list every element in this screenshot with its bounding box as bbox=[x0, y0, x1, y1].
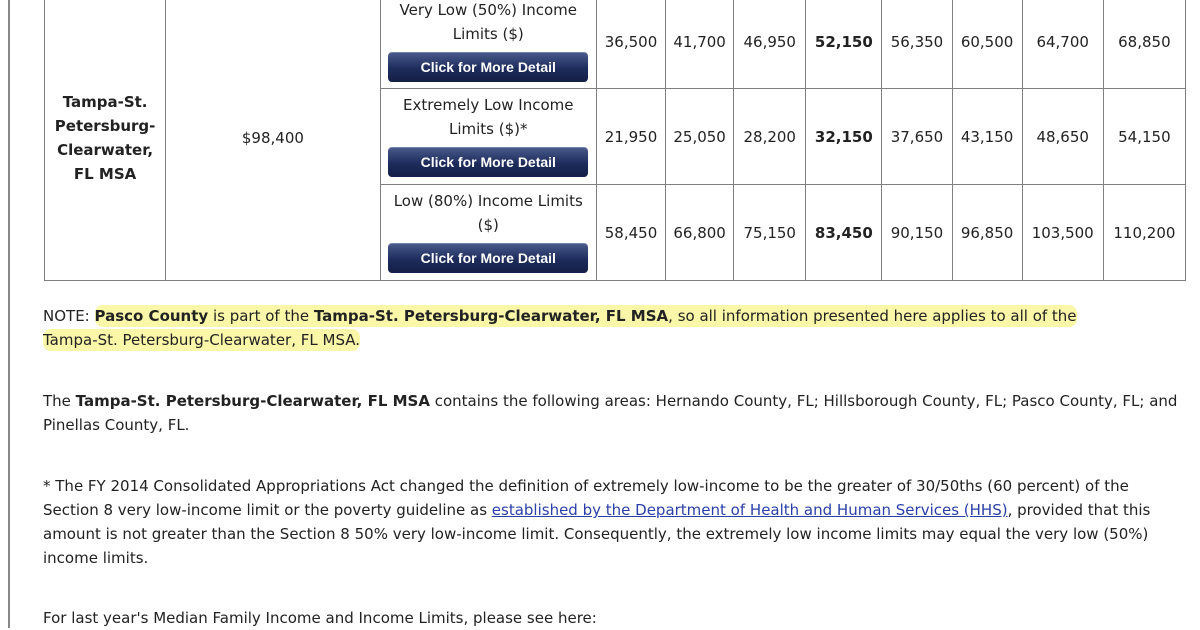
category-cell bbox=[380, 185, 596, 281]
value-cell: 75,150 bbox=[734, 185, 806, 281]
note-suffix-2: Tampa-St. Petersburg-Clearwater, FL MSA. bbox=[43, 331, 361, 349]
value-cell: 36,500 bbox=[596, 0, 665, 89]
hhs-link[interactable]: established by the Department of Health and Human Services (HHS) bbox=[491, 501, 1008, 519]
area-name-cell bbox=[45, 0, 166, 281]
note-prefix: NOTE: bbox=[43, 307, 95, 325]
median-income: $98,400 bbox=[241, 128, 304, 147]
footnote-part2: , provided that this amount is not greater than the Section 8 50% very low-income limit. Consequently, the extremely low income limits may equal the very low (50%) income limits. bbox=[43, 501, 1151, 567]
value-cell: 110,200 bbox=[1103, 185, 1185, 281]
last-year-text: For last year's Median Family Income and Income Limits, please see here: bbox=[43, 609, 597, 627]
more-detail-button-extremely-low[interactable]: Click for More Detail bbox=[388, 147, 588, 177]
value-cell: 54,150 bbox=[1103, 89, 1185, 185]
value-cell: 46,950 bbox=[734, 0, 806, 89]
note-paragraph bbox=[43, 304, 1183, 352]
category-label: Very Low (50%) Income Limits ($) bbox=[399, 0, 577, 43]
left-border bbox=[0, 0, 10, 628]
value-cell: 56,350 bbox=[882, 0, 952, 89]
category-cell bbox=[380, 0, 596, 89]
more-detail-button-low[interactable]: Click for More Detail bbox=[388, 243, 588, 273]
value-cell: 28,200 bbox=[734, 89, 806, 185]
note-suffix: , so all information presented here applies to all of the bbox=[668, 307, 1077, 325]
value-cell: 64,700 bbox=[1022, 0, 1103, 89]
area-name: Tampa-St. Petersburg-Clearwater, FL MSA bbox=[54, 92, 156, 183]
contains-prefix: The bbox=[43, 392, 76, 410]
category-label: Extremely Low Income Limits ($)* bbox=[403, 95, 574, 138]
contains-paragraph bbox=[43, 389, 1183, 437]
contains-text: contains the following areas: Hernando County, FL; Hillsborough County, FL; Pasco County, FL; and Pinellas County, FL. bbox=[43, 392, 1178, 434]
value-cell: 52,150 bbox=[806, 0, 882, 89]
median-income-cell bbox=[166, 0, 380, 281]
value-cell: 21,950 bbox=[596, 89, 665, 185]
value-cell: 48,650 bbox=[1022, 89, 1103, 185]
value-cell: 90,150 bbox=[882, 185, 952, 281]
income-limits-table bbox=[44, 0, 1186, 281]
note-mid: is part of the bbox=[208, 307, 314, 325]
value-cell: 37,650 bbox=[882, 89, 952, 185]
note-county: Pasco County bbox=[94, 307, 209, 325]
value-cell: 66,800 bbox=[666, 185, 734, 281]
category-label: Low (80%) Income Limits ($) bbox=[393, 191, 583, 234]
value-cell: 96,850 bbox=[952, 185, 1022, 281]
value-cell: 58,450 bbox=[596, 185, 665, 281]
value-cell: 25,050 bbox=[666, 89, 734, 185]
note-msa: Tampa-St. Petersburg-Clearwater, FL MSA bbox=[313, 307, 669, 325]
category-cell bbox=[380, 89, 596, 185]
value-cell: 43,150 bbox=[952, 89, 1022, 185]
value-cell: 68,850 bbox=[1103, 0, 1185, 89]
value-cell: 83,450 bbox=[806, 185, 882, 281]
footnote-paragraph bbox=[43, 474, 1183, 570]
table-row bbox=[45, 0, 1186, 89]
value-cell: 60,500 bbox=[952, 0, 1022, 89]
footnote-part1: * The FY 2014 Consolidated Appropriations Act changed the definition of extremely low-income to be the greater of 30/50ths (60 percent) of the Section 8 very low-income limit or the poverty guideline as bbox=[43, 477, 1129, 519]
contains-msa: Tampa-St. Petersburg-Clearwater, FL MSA bbox=[75, 392, 430, 410]
value-cell: 32,150 bbox=[806, 89, 882, 185]
value-cell: 103,500 bbox=[1022, 185, 1103, 281]
more-detail-button-very-low[interactable]: Click for More Detail bbox=[388, 52, 588, 82]
value-cell: 41,700 bbox=[666, 0, 734, 89]
